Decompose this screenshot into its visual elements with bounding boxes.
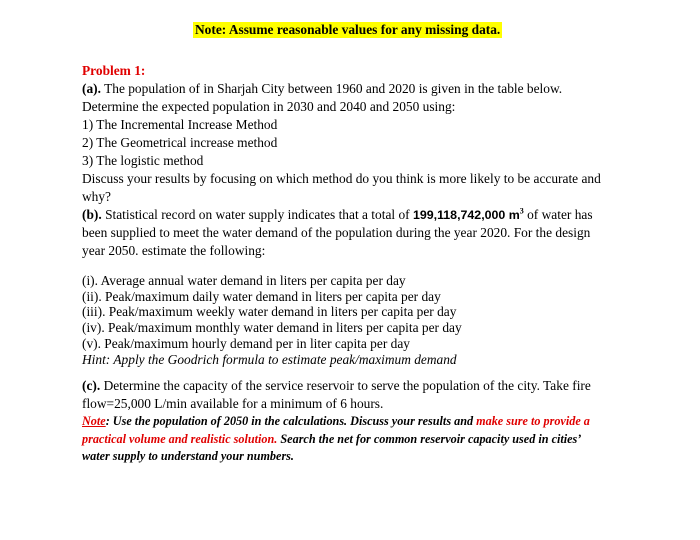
part-a-discuss-1: Discuss your results by focusing on which method do you think is more likely to be accurate and xyxy=(82,171,601,186)
demand-item-peak-daily: (ii). Peak/maximum daily water demand in liters per capita per day xyxy=(82,288,441,304)
demand-list xyxy=(82,273,627,367)
part-c-note xyxy=(82,413,627,466)
part-a-text-1: The population of in Sharjah City between 1960 and 2020 is given in the table below. xyxy=(100,81,563,96)
water-volume-exponent: 3 xyxy=(519,206,524,216)
part-b-label: (b). xyxy=(82,207,102,222)
part-c-line-1 xyxy=(82,377,627,395)
water-volume: 199,118,742,000 m xyxy=(412,208,520,222)
note-line-1 xyxy=(82,413,627,431)
demand-item-peak-monthly: (iv). Peak/maximum monthly water demand in liters per capita per day xyxy=(82,320,462,336)
method-geometrical: 2) The Geometrical increase method xyxy=(82,135,278,150)
note-emphasis-2: practical volume and realistic solution. xyxy=(82,431,278,446)
part-b-line-3: year 2050. estimate the following: xyxy=(82,243,266,258)
part-c-text-1: Determine the capacity of the service reservoir to serve the population of the city. Take fire xyxy=(100,378,591,394)
problem-title: Problem 1: xyxy=(82,63,146,78)
part-a-label: (a). xyxy=(82,81,101,96)
note-text-2: Search the net for common reservoir capacity used in cities’ xyxy=(277,431,582,446)
goodrich-hint: Hint: Apply the Goodrich formula to estimate peak/maximum demand xyxy=(82,351,457,367)
problem-content xyxy=(82,62,627,466)
part-b-line-2: been supplied to meet the water demand of the population during the year 2020. For the design xyxy=(82,225,591,240)
method-logistic: 3) The logistic method xyxy=(82,153,204,168)
spacer xyxy=(82,260,627,273)
demand-item-peak-weekly: (iii). Peak/maximum weekly water demand in liters per capita per day xyxy=(82,304,457,320)
demand-item-average-annual: (i). Average annual water demand in liters per capita per day xyxy=(82,273,406,288)
note-text-1: : Use the population of 2050 in the calculations. Discuss your results and xyxy=(105,414,477,429)
method-incremental: 1) The Incremental Increase Method xyxy=(82,117,278,132)
part-a-discuss-2: why? xyxy=(82,189,112,204)
part-a-line-2: Determine the expected population in 2030 and 2040 and 2050 using: xyxy=(82,99,456,114)
note-line-2 xyxy=(82,431,627,449)
spacer xyxy=(82,367,627,377)
part-c-line-2: flow=25,000 L/min available for a minimum of 6 hours. xyxy=(82,396,384,412)
part-b-text-1-post: of water has xyxy=(523,207,593,222)
missing-data-banner: Note: Assume reasonable values for any missing data. xyxy=(195,22,501,37)
part-a-line-1 xyxy=(82,80,627,98)
note-label: Note xyxy=(82,414,106,429)
note-line-3: water supply to understand your numbers. xyxy=(82,449,294,464)
part-c-label: (c). xyxy=(82,378,101,394)
part-b-line-1 xyxy=(82,206,627,224)
demand-item-peak-hourly: (v). Peak/maximum hourly demand per in liter capita per day xyxy=(82,335,410,351)
part-b-text-1-pre: Statistical record on water supply indicates that a total of xyxy=(101,207,413,222)
note-emphasis-1: make sure to provide a xyxy=(476,414,590,429)
